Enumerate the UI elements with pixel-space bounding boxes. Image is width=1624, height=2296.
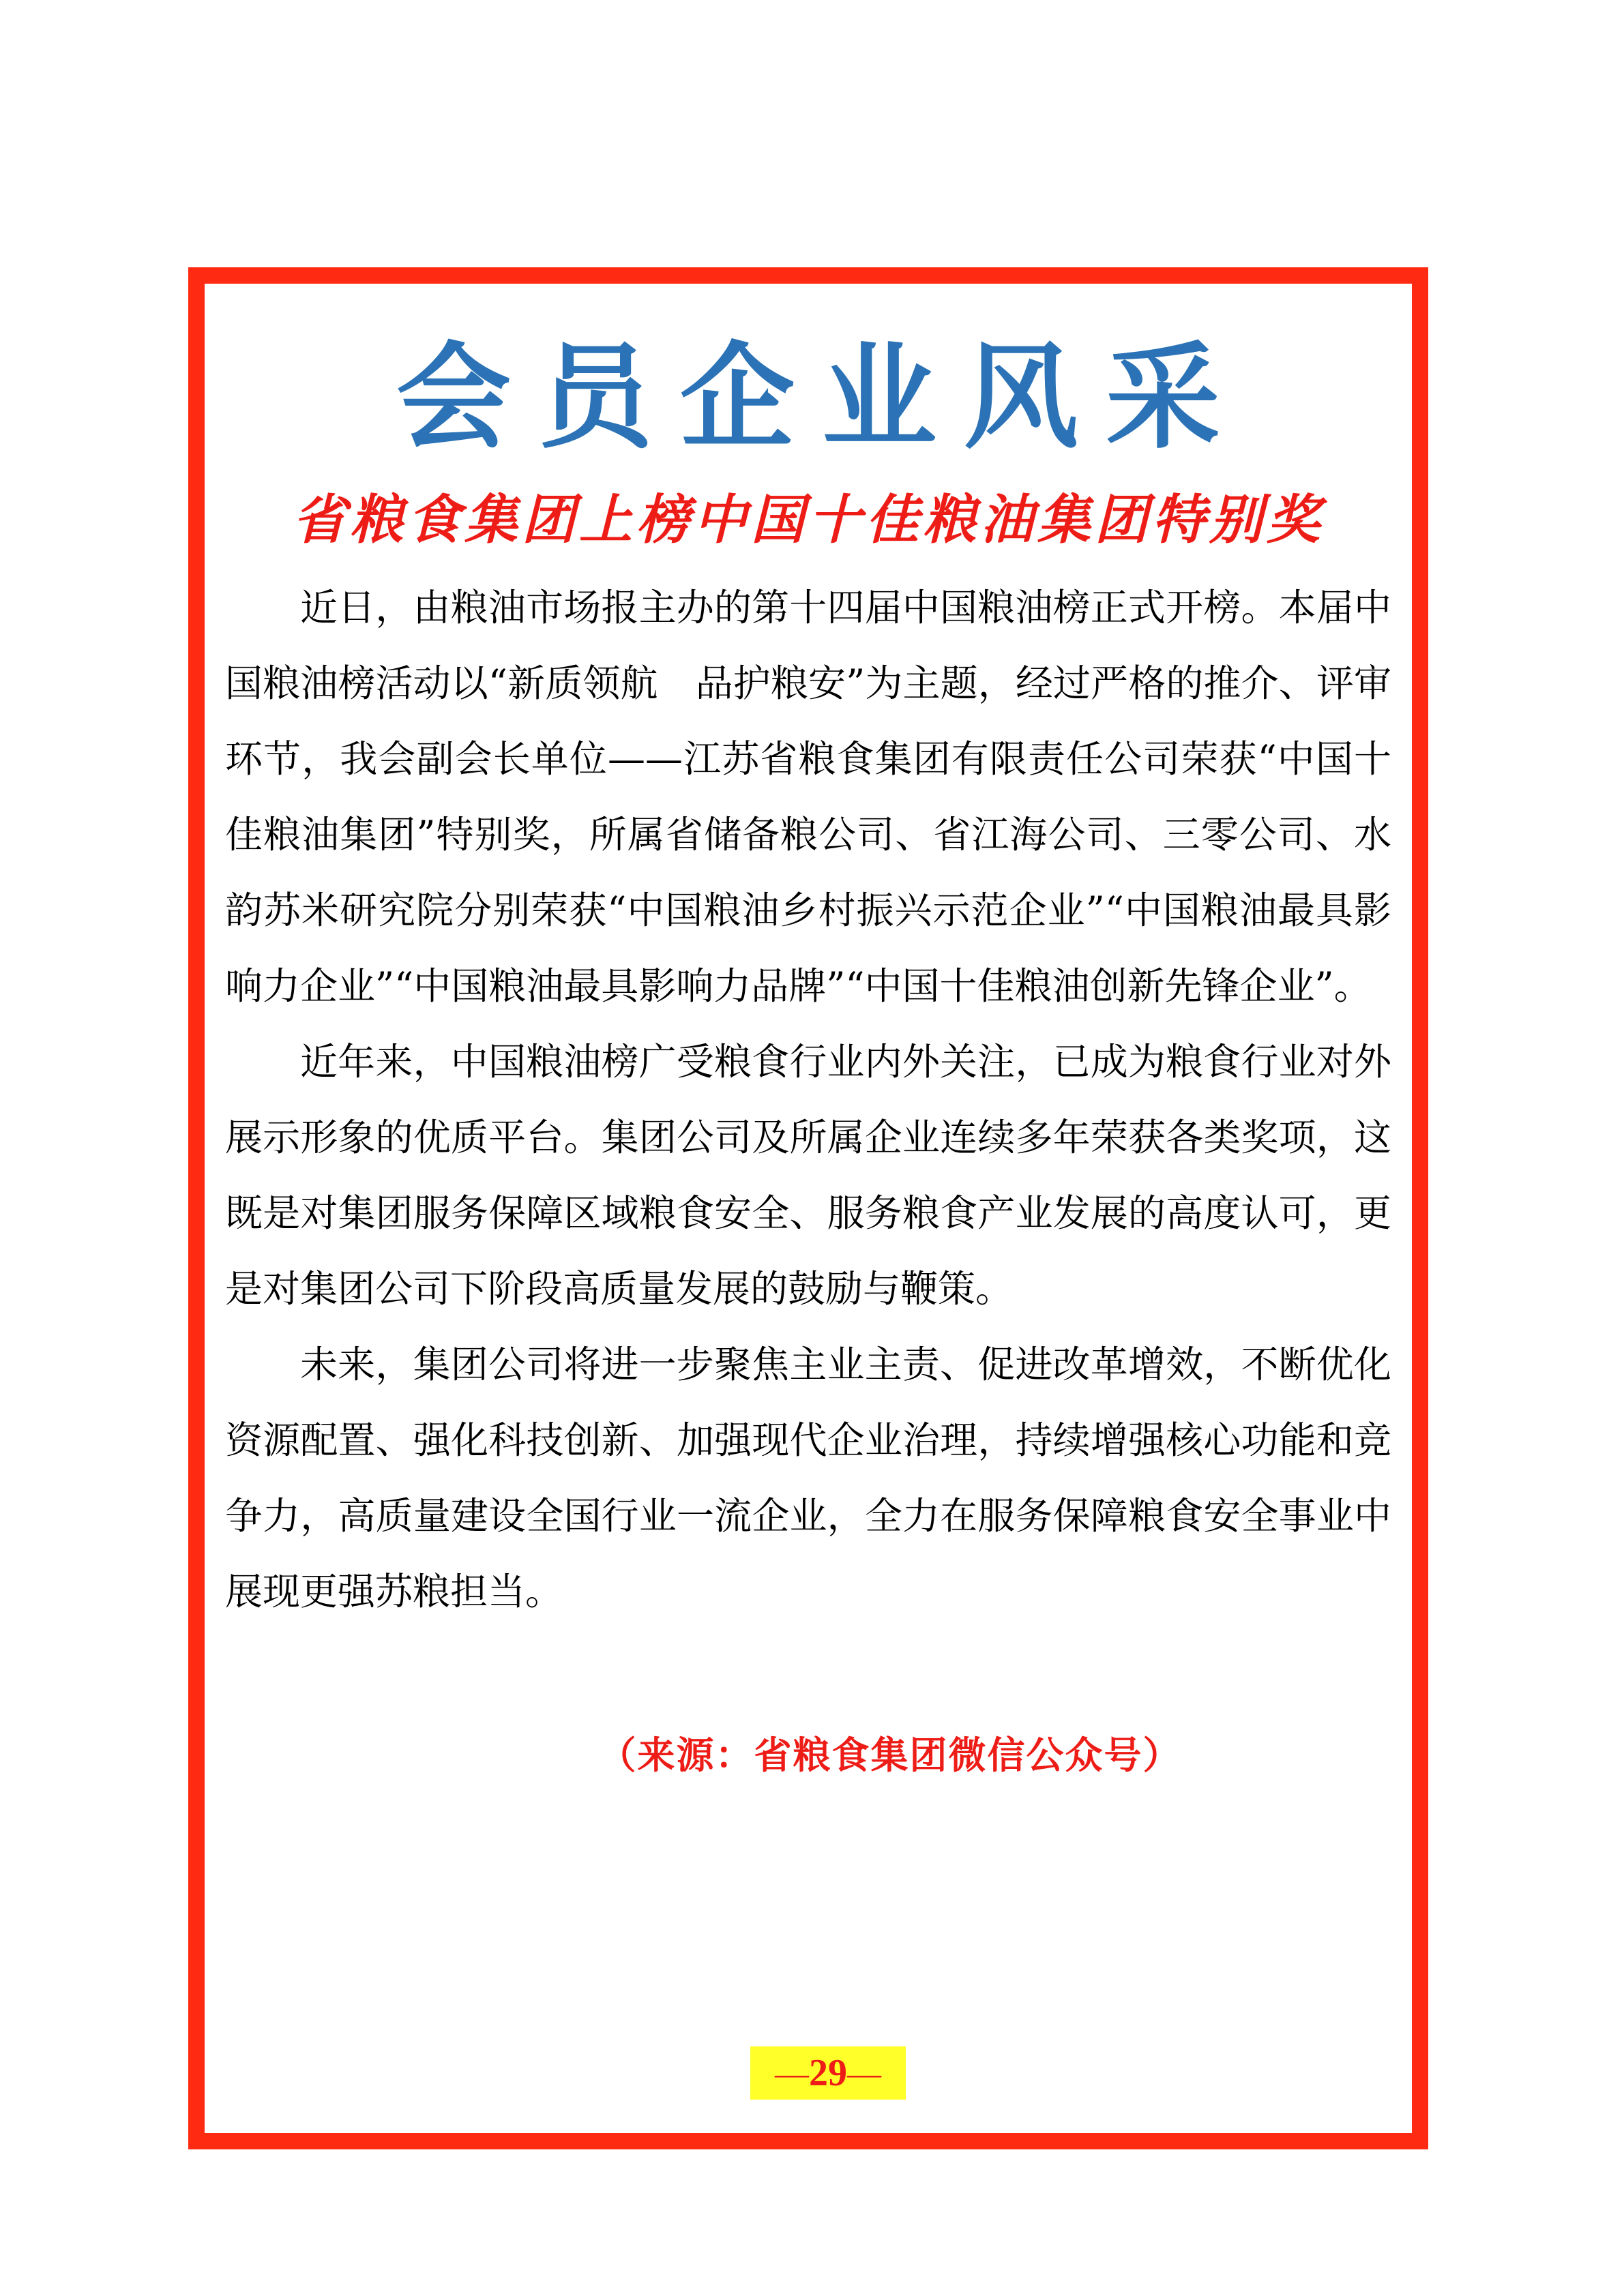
- page-heading: 会员企业风采: [396, 329, 1247, 464]
- page-number-dash-right: —: [847, 2054, 881, 2092]
- page-number-badge: [750, 2046, 906, 2100]
- article-paragraph-2: 近年来，中国粮油榜广受粮食行业内外关注，已成为粮食行业对外展示形象的优质平台。集团公司及所属企业连续多年荣获各类奖项，这既是对集团服务保障区域粮食安全、服务粮食产业发展的高度认可，更是对集团公司下阶段高质量发展的鼓励与鞭策。: [225, 1040, 1391, 1311]
- article-body: [225, 570, 1391, 1630]
- page-number: 29: [809, 2052, 847, 2094]
- article-source: （来源：省粮食集团微信公众号）: [598, 1733, 1182, 1777]
- page-number-dash-left: —: [775, 2054, 809, 2092]
- article-paragraph-1: 近日，由粮油市场报主办的第十四届中国粮油榜正式开榜。本届中国粮油榜活动以“新质领航 品护粮安”为主题，经过严格的推介、评审环节，我会副会长单位——江苏省粮食集团有限责任公司荣获“中国十佳粮油集团”特别奖，所属省储备粮公司、省江海公司、三零公司、水韵苏米研究院分别荣获“中国粮油乡村振兴示范企业”“中国粮油最具影响力企业”“中国粮油最具影响力品牌”“中国十佳粮油创新先锋企业”。: [225, 586, 1391, 1008]
- article-paragraph-3: 未来，集团公司将进一步聚焦主业主责、促进改革增效，不断优化资源配置、强化科技创新、加强现代企业治理，持续增强核心功能和竞争力，高质量建设全国行业一流企业，全力在服务保障粮食安全事业中展现更强苏粮担当。: [225, 1343, 1391, 1613]
- article-title: 省粮食集团上榜中国十佳粮油集团特别奖: [292, 489, 1324, 551]
- page-border-frame: [188, 267, 1428, 2149]
